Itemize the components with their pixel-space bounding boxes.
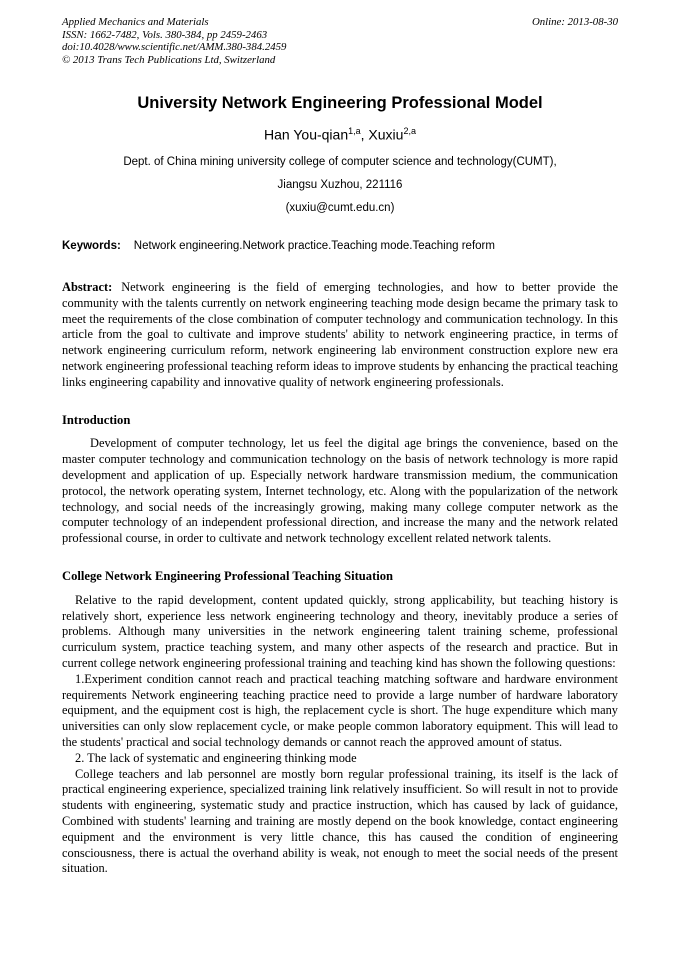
paragraph-numbered-item-1: 1.Experiment condition cannot reach and practical teaching matching software and hardware environment requirements Network engineering teaching practice need to provide a large number of hardware laboratory equipment, and the equipment cost is high, the replacement cycle is short. The huge expenditure which many universities can only slow replacement cycle, or make people common laboratory equipment. This will lead to the students' practical and social technology demands or cannot reach the approved amount of status. bbox=[62, 671, 618, 749]
abstract-paragraph bbox=[62, 280, 618, 391]
section-heading-teaching-situation: College Network Engineering Professional Teaching Situation bbox=[62, 568, 394, 583]
journal-header bbox=[62, 16, 618, 66]
copyright-line: © 2013 Trans Tech Publications Ltd, Switzerland bbox=[62, 53, 276, 66]
affiliation-line: Jiangsu Xuzhou, 221116 bbox=[277, 179, 403, 192]
author-separator: , bbox=[360, 127, 369, 144]
paragraph: Relative to the rapid development, content updated quickly, strong applicability, but teaching history is relatively short, experience less network engineering technology and theory, inevitably produce a series of problems. Although many universities in the network engineering talent training scheme, professional curriculum system, practice teaching system, and many other aspects of the research and practice. But in current college network engineering professional training and teaching kind has shown the following questions: bbox=[62, 592, 618, 670]
author-name: Xuxiu bbox=[368, 127, 404, 144]
paragraph-numbered-item-2: 2. The lack of systematic and engineering thinking mode bbox=[75, 750, 357, 765]
affiliation-line: Dept. of China mining university college of computer science and technology(CUMT), bbox=[123, 156, 557, 169]
paragraph: College teachers and lab personnel are mostly born regular professional training, its itself is the lack of practical engineering experience, specialized training link relatively insufficient. So will result in not to provide students with engineering, systematic study and practice instruction, which has caused by lack of guidance, Combined with students' learning and training are mostly depend on the book knowledge, contact engineering equipment and the environment is very little chance, this has caused the condition of engineering consciousness, there is actual the overhand ability is weak, not enough to meet the social needs of the present situation. bbox=[62, 766, 618, 876]
paper-title: University Network Engineering Professional Model bbox=[137, 94, 543, 113]
journal-name: Applied Mechanics and Materials bbox=[62, 16, 209, 28]
abstract-text: Network engineering is the field of emerging technologies, and how to better provide the community with the talents currently on network engineering teaching mode design became the primary task to meet the requirements of the close combination of computer technology and communication technology. In this article from the goal to cultivate and improve students' ability to network engineering practice, in terms of network engineering curriculum reform, network engineering lab environment construction explore new era network engineering professional teaching reform ideas to improve students by enhancing the practical teaching links engineering capability and innovative quality of network engineering professionals. bbox=[62, 280, 618, 389]
journal-header-left bbox=[62, 16, 286, 66]
author-email: (xuxiu@cumt.edu.cn) bbox=[285, 202, 395, 215]
author-name: Han You-qian bbox=[264, 127, 349, 144]
online-date: Online: 2013-08-30 bbox=[531, 16, 618, 28]
keywords-text: Network engineering.Network practice.Teaching mode.Teaching reform bbox=[133, 240, 495, 253]
keywords-line bbox=[62, 239, 618, 253]
doi-line: doi:10.4028/www.scientific.net/AMM.380-384.2459 bbox=[62, 41, 287, 54]
affiliation-block bbox=[62, 155, 618, 215]
author-superscript: 2,a bbox=[403, 126, 416, 137]
authors-line bbox=[62, 126, 618, 143]
author-superscript: 1,a bbox=[348, 126, 361, 137]
issn-line: ISSN: 1662-7482, Vols. 380-384, pp 2459-2463 bbox=[62, 28, 268, 41]
paragraph: Development of computer technology, let us feel the digital age brings the convenience, based on the master computer technology and communication technology on the basis of network technology is more rapid development and application of up. Especially network hardware transmission medium, the communication protocol, the network operating system, Internet technology, etc. Along with the popularization of the network technology, and social needs of the increasingly growing, making many college computer network as the computer technology of an independent professional direction, and increase the many and the network related professional course, in order to cultivate and network technology excellent related network talents. bbox=[62, 436, 618, 546]
abstract-label: Abstract: bbox=[62, 280, 113, 295]
keywords-label: Keywords: bbox=[62, 240, 121, 253]
section-heading-introduction: Introduction bbox=[62, 412, 131, 427]
